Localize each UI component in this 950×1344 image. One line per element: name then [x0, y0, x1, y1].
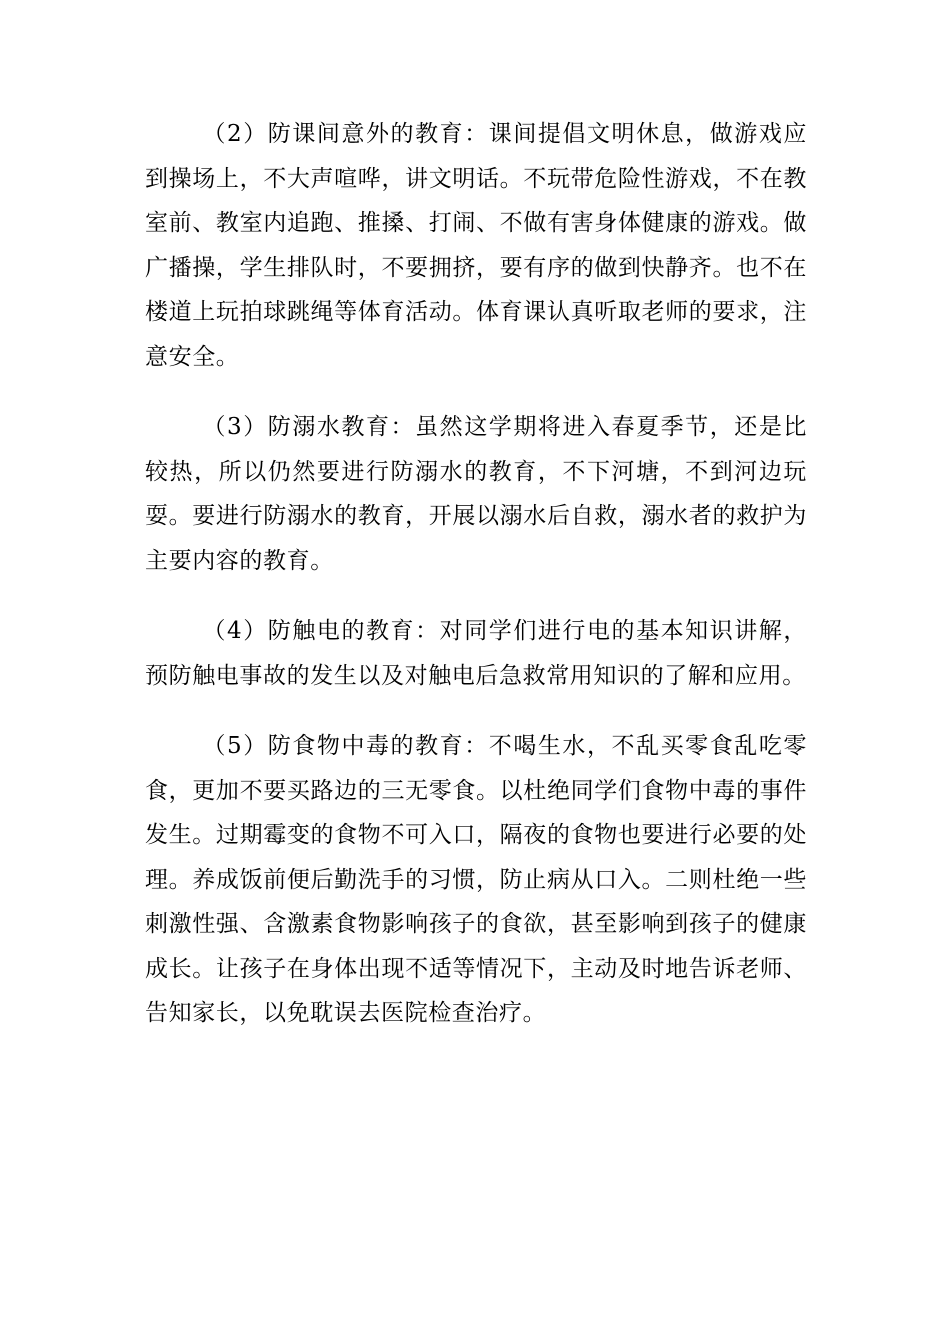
paragraph-class-break-safety: （2）防课间意外的教育：课间提倡文明休息，做游戏应到操场上，不大声喧哗，讲文明话。不玩带危险性游戏，不在教室前、教室内追跑、推搡、打闹、不做有害身体健康的游戏。做广播操，学生排队时，不要拥挤，要有序的做到快静齐。也不在楼道上玩拍球跳绳等体育活动。体育课认真听取老师的要求，注意安全。 [145, 121, 807, 370]
document-body [145, 112, 807, 1062]
paragraph-food-poisoning-prevention: （5）防食物中毒的教育：不喝生水，不乱买零食乱吃零食，更加不要买路边的三无零食。以杜绝同学们食物中毒的事件发生。过期霉变的食物不可入口，隔夜的食物也要进行必要的处理。养成饭前便后勤洗手的习惯，防止病从口入。二则杜绝一些刺激性强、含激素食物影响孩子的食欲，甚至影响到孩子的健康成长。让孩子在身体出现不适等情况下，主动及时地告诉老师、告知家长，以免耽误去医院检查治疗。 [145, 733, 807, 1026]
paragraph-drowning-prevention: （3）防溺水教育：虽然这学期将进入春夏季节，还是比较热，所以仍然要进行防溺水的教育，不下河塘，不到河边玩耍。要进行防溺水的教育，开展以溺水后自救，溺水者的救护为主要内容的教育。 [145, 414, 807, 574]
paragraph-electric-shock-prevention: （4）防触电的教育：对同学们进行电的基本知识讲解，预防触电事故的发生以及对触电后急救常用知识的了解和应用。 [145, 618, 807, 689]
